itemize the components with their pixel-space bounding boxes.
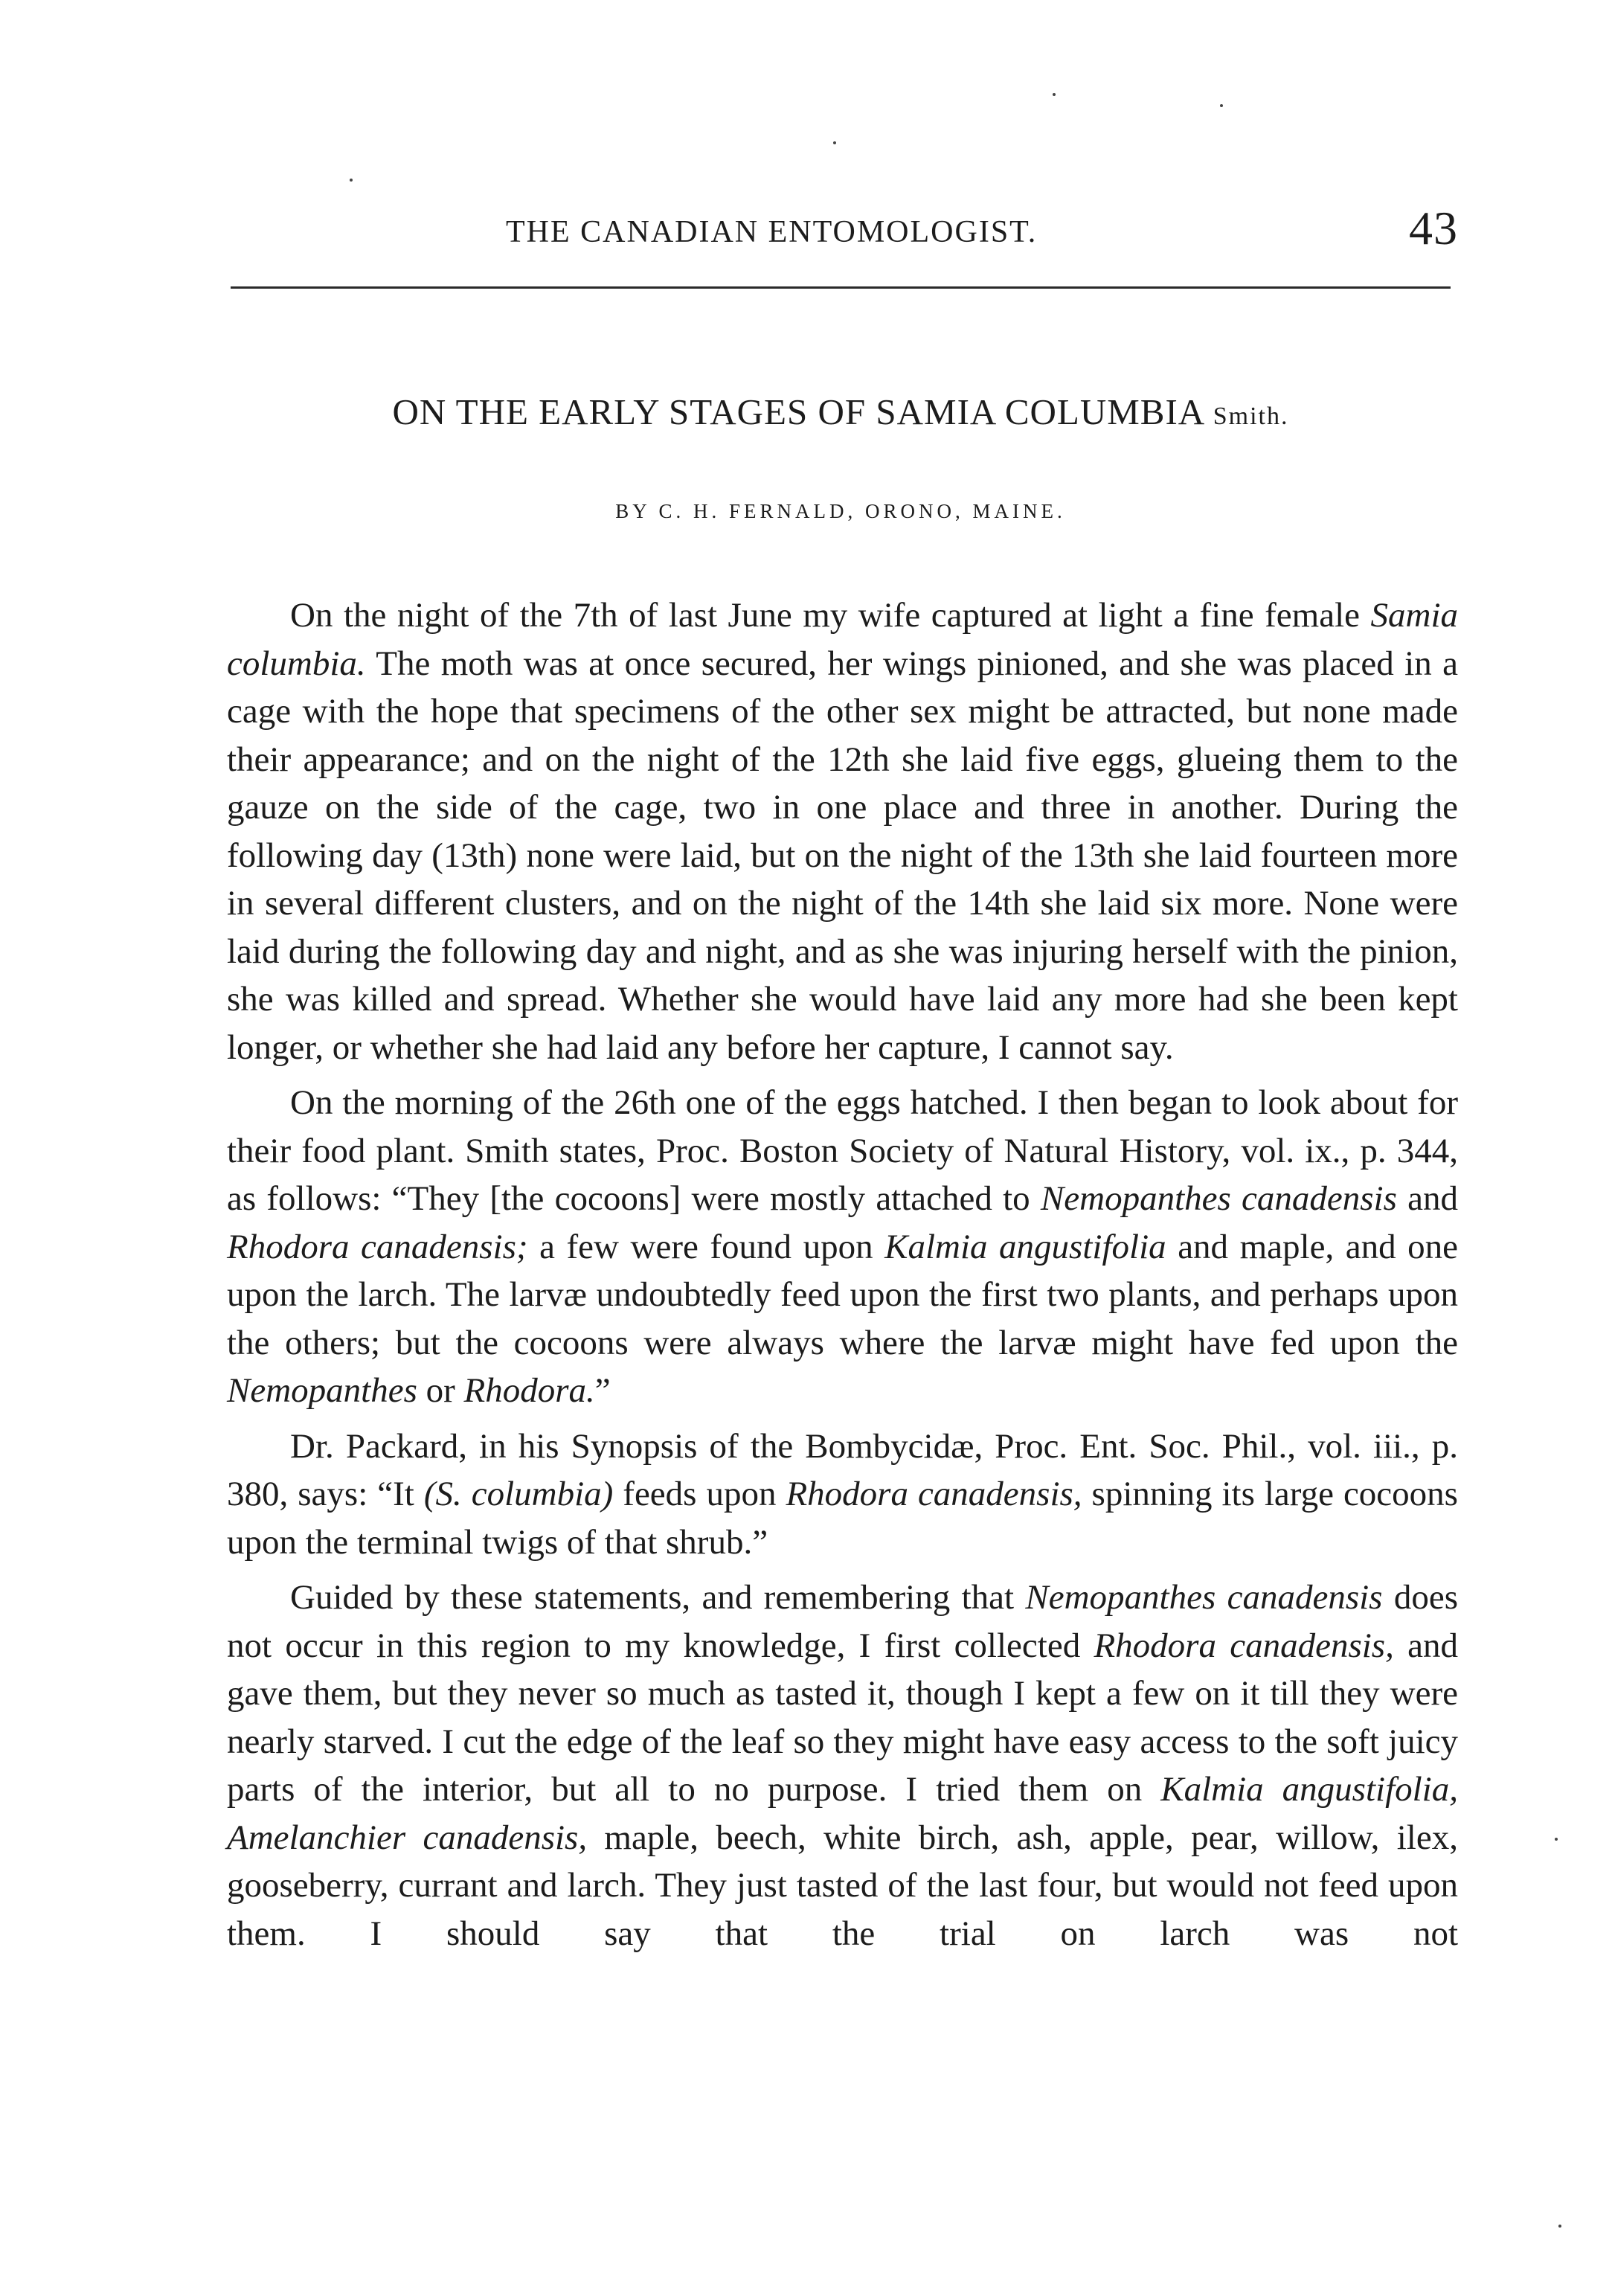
- text-run: feeds upon: [613, 1475, 786, 1513]
- text-run: and: [1396, 1179, 1458, 1218]
- text-run: Guided by these statements, and remembering that: [290, 1578, 1026, 1617]
- text-run: and gave them, but they never so much as tasted it, though I kept a few on it till they were nearly starved. I cut the edge of the leaf so they might have easy access to the soft juicy parts of the interior, but all to no purpose. I tried them on: [227, 1626, 1458, 1809]
- italic-text: Rhodora canadensis;: [227, 1227, 528, 1266]
- scan-speck: [833, 141, 836, 144]
- article-title-author: Smith.: [1213, 403, 1289, 430]
- text-run: On the morning of the 26th one of the eggs hatched. I then began to look about for their food plant. Smith states, Proc. Boston Society of Natural History, vol. ix., p. 344, as follows: “They [the cocoons] were mostly attached to: [227, 1083, 1458, 1218]
- article-title: [223, 391, 1458, 433]
- text-run: Dr. Packard, in his Synopsis of the Bombycidæ, Proc. Ent. Soc. Phil., vol. iii., p. 380, says: “It: [227, 1426, 1458, 1513]
- text-run: does not occur in this region to my knowledge, I first collected: [227, 1578, 1458, 1665]
- italic-text: Rhodora canadensis,: [786, 1475, 1082, 1513]
- paragraph: [227, 1574, 1458, 1957]
- paragraph: [227, 1079, 1458, 1415]
- italic-text: Nemopanthes canadensis: [1040, 1179, 1397, 1218]
- italic-text: Rhodora.: [463, 1371, 595, 1410]
- text-run: spinning its large cocoons upon the terminal twigs of that shrub.”: [227, 1475, 1458, 1562]
- italic-text: Nemopanthes: [227, 1371, 417, 1410]
- running-header: [223, 201, 1458, 260]
- paragraph: [227, 591, 1458, 1071]
- article-body: [227, 591, 1458, 1965]
- italic-text: Nemopanthes canadensis: [1025, 1578, 1383, 1617]
- italic-text: Kalmia angustifolia, Amelanchier canadensis,: [227, 1770, 1458, 1857]
- byline: BY C. H. FERNALD, ORONO, MAINE.: [615, 500, 1066, 522]
- text-run: maple, beech, white birch, ash, apple, pear, willow, ilex, gooseberry, currant and larch. They just tasted of the last four, but would not feed upon them. I should say that the trial on larch was not: [227, 1818, 1458, 1953]
- text-run: and maple, and one upon the larch. The larvæ undoubtedly feed upon the first two plants, and perhaps upon the others; but the cocoons were always where the larvæ might have fed upon the: [227, 1227, 1459, 1362]
- italic-text: Rhodora canadensis,: [1094, 1626, 1394, 1665]
- scan-speck: [1555, 1838, 1558, 1841]
- page-number: 43: [1409, 202, 1458, 254]
- text-run: or: [417, 1371, 464, 1410]
- italic-text: (S. columbia): [423, 1475, 614, 1513]
- scan-speck: [350, 179, 353, 182]
- scan-speck: [1558, 2225, 1561, 2228]
- scan-speck: [1053, 93, 1056, 96]
- text-run: The moth was at once secured, her wings pinioned, and she was placed in a cage with the hope that specimens of the other sex might be attracted, but none made their appearance; and on the night of the 12th she laid five eggs, glueing them to the gauze on the side of the cage, two in one place and three in another. During the following day (13th) none were laid, but on the night of the 13th she laid fourteen more in several different clusters, and on the night of the 14th she laid six more. None were laid during the following day and night, and as she was injuring herself with the pinion, she was killed and spread. Whether she would have laid any more had she been kept longer, or whether she had laid any before her capture, I cannot say.: [227, 644, 1458, 1067]
- article-title-main: ON THE EARLY STAGES OF SAMIA COLUMBIA: [392, 391, 1213, 432]
- text-run: ”: [594, 1371, 611, 1410]
- italic-text: Samia columbia.: [227, 596, 1458, 683]
- header-rule: [231, 286, 1451, 289]
- italic-text: Kalmia angustifolia: [884, 1227, 1166, 1266]
- text-run: On the night of the 7th of last June my wife captured at light a fine female: [290, 596, 1371, 635]
- paragraph: [227, 1423, 1458, 1567]
- journal-title: THE CANADIAN ENTOMOLOGIST.: [506, 215, 1038, 249]
- scan-speck: [1220, 104, 1223, 107]
- text-run: a few were found upon: [527, 1227, 885, 1266]
